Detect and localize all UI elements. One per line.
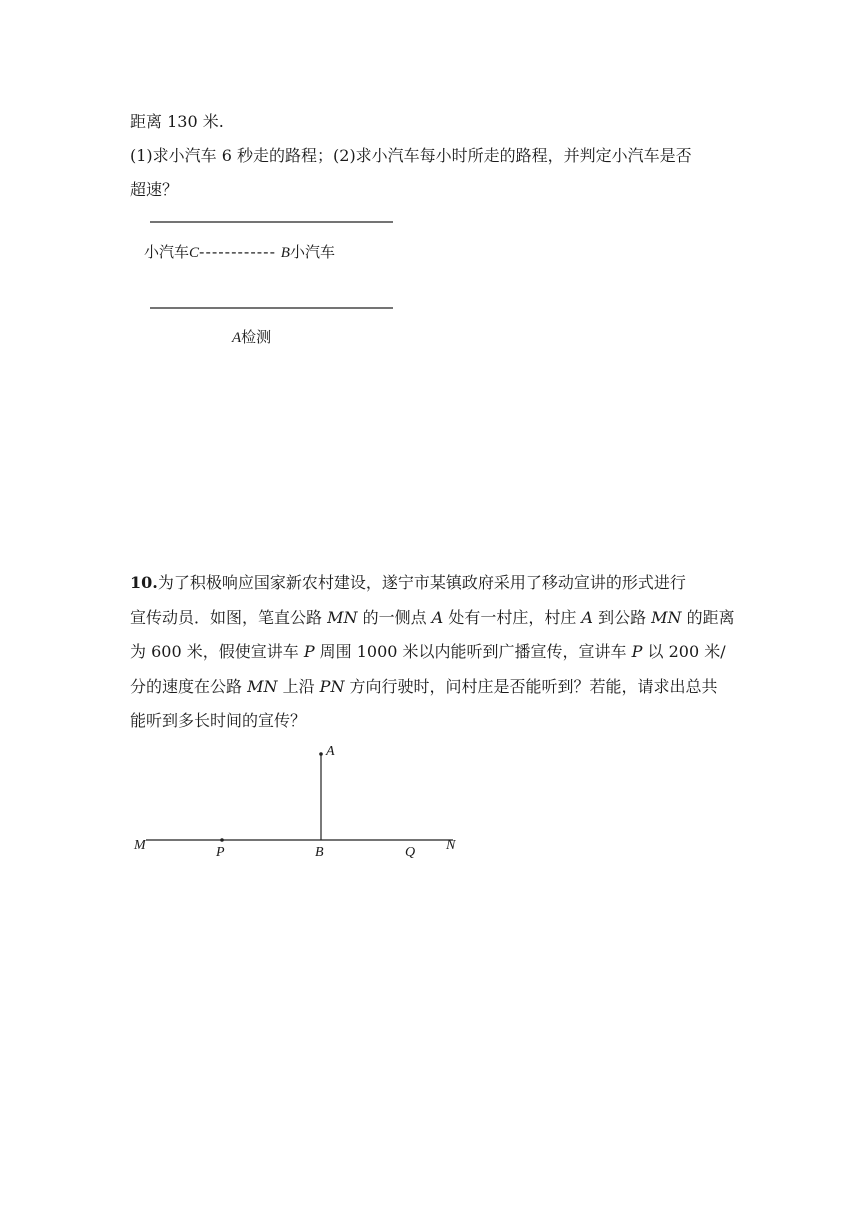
problem10-line1: 10.为了积极响应国家新农村建设，遂宁市某镇政府采用了移动宣讲的形式进行 xyxy=(130,573,686,592)
label-p: P xyxy=(216,845,225,860)
point-a-dot xyxy=(319,752,323,756)
problem9-question-line-cont: 超速？ xyxy=(130,180,179,199)
label-q: Q xyxy=(405,845,416,860)
problem-number: 10. xyxy=(130,573,158,592)
label-m: M xyxy=(134,838,146,853)
problem10-line4: 分的速度在公路 MN 上沿 PN 方向行驶时，问村庄是否能听到？若能，请求出总共 xyxy=(130,677,718,696)
dashed-segment: ------------ xyxy=(199,243,276,261)
label-a: A xyxy=(326,744,335,759)
point-b-label: B xyxy=(280,245,290,261)
label-n: N xyxy=(446,838,456,853)
problem10-line3: 为 600 米，假使宣讲车 P 周围 1000 米以内能听到广播宣传，宣讲车 P 以 200 米/ xyxy=(130,642,726,661)
detection-point-label: A检测 xyxy=(232,328,272,346)
problem9-question-line: (1)求小汽车 6 秒走的路程；(2)求小汽车每小时所走的路程，并判定小汽车是否 xyxy=(130,146,692,165)
point-p-dot xyxy=(220,838,224,842)
problem10-line5: 能听到多长时间的宣传？ xyxy=(130,711,307,730)
car-left-label: 小汽车C------------ B小汽车 xyxy=(144,243,335,261)
point-a-label: A xyxy=(232,330,242,346)
problem10-line2: 宣传动员．如图，笔直公路 MN 的一侧点 A 处有一村庄，村庄 A 到公路 MN 的距离 xyxy=(130,608,735,627)
problem9-line1: 距离 130 米. xyxy=(130,112,224,131)
label-b: B xyxy=(315,845,324,860)
point-c-label: C xyxy=(189,245,200,261)
